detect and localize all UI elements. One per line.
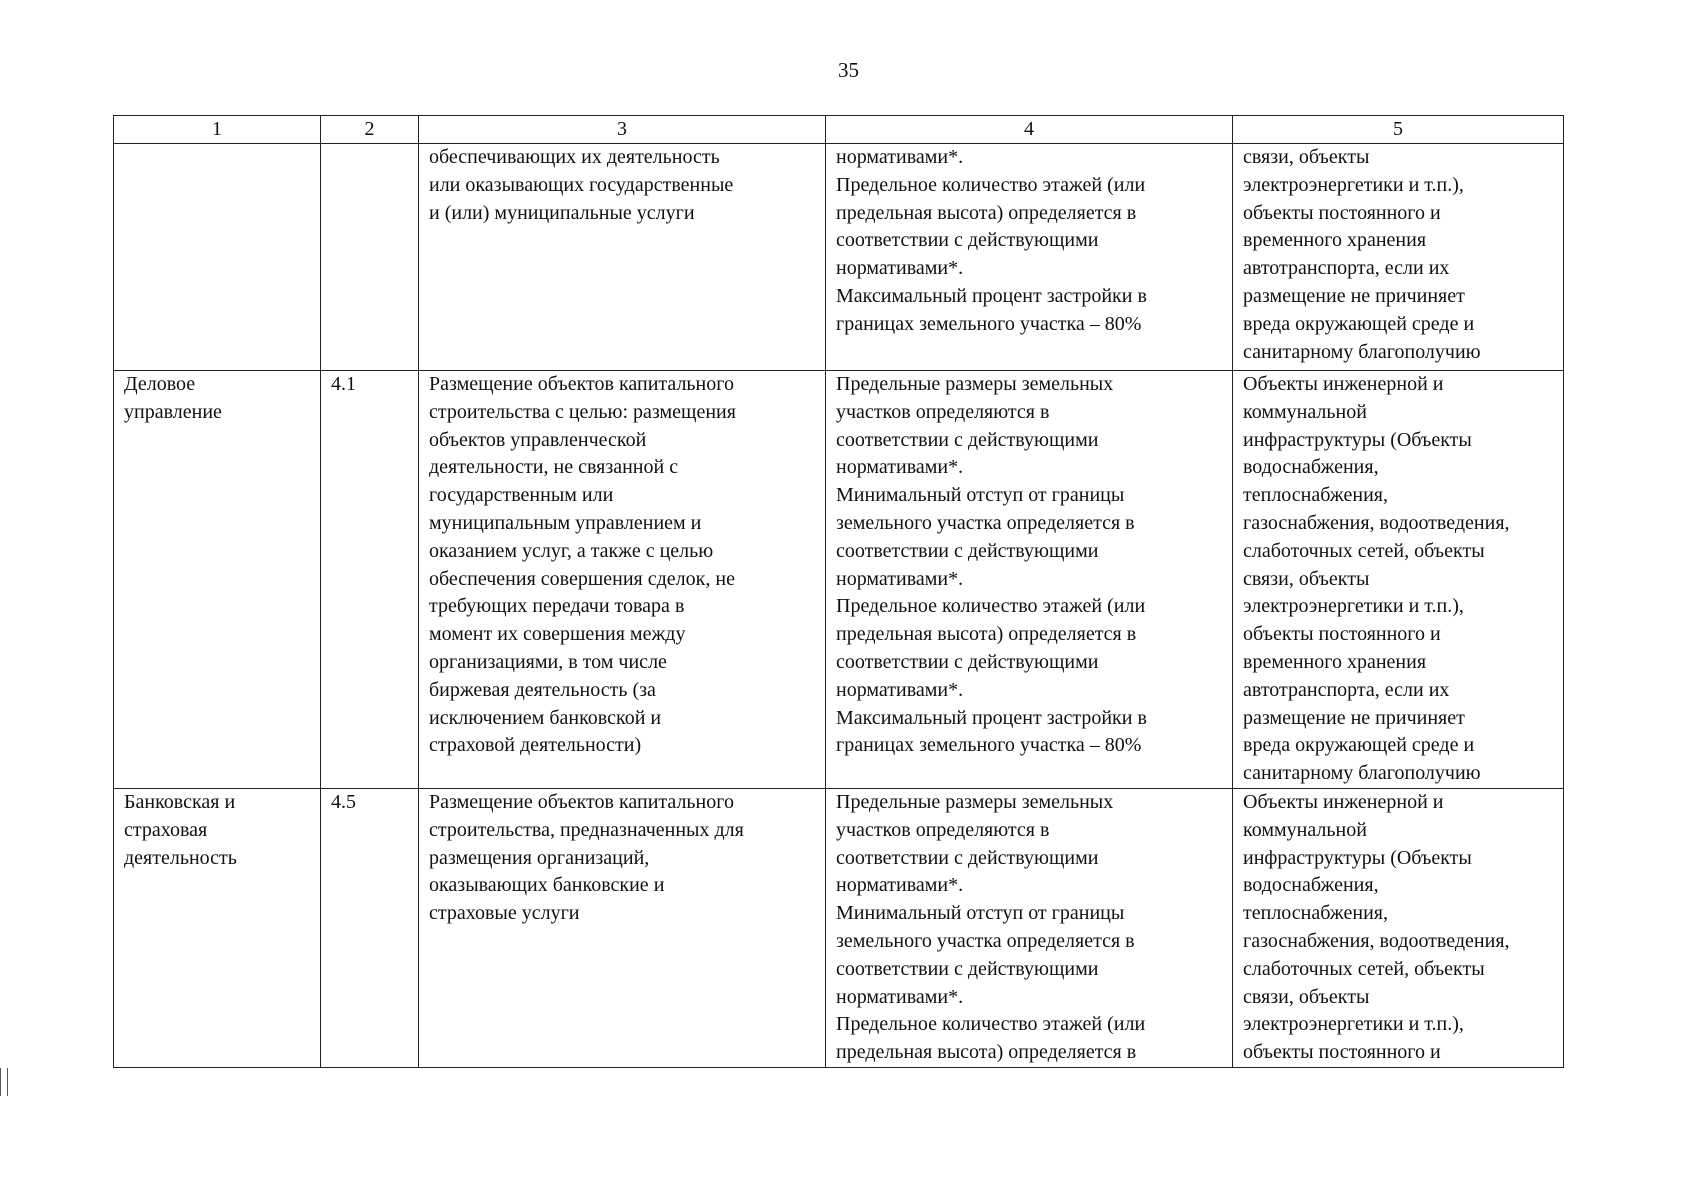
table-row <box>114 144 1564 371</box>
table-row <box>114 788 1564 1067</box>
use-type-auxiliary: Объекты инженерной и коммунальной инфраструктуры (Объекты водоснабжения, теплоснабжения, газоснабжения, водоотведения, слаботочных сетей, объекты связи, объекты электроэнергетики и т.п.), объекты постоянного и <box>1233 788 1564 1067</box>
use-type-auxiliary: Объекты инженерной и коммунальной инфраструктуры (Объекты водоснабжения, теплоснабжения, газоснабжения, водоотведения, слаботочных сетей, объекты связи, объекты электроэнергетики и т.п.), объекты постоянного и временного хранения автотранспорта, если их размещение не причиняет вреда окружающей среде и санитарному благополучию <box>1233 371 1564 789</box>
use-type-code: 4.1 <box>321 371 419 789</box>
use-type-name: Деловое управление <box>114 371 321 789</box>
use-type-name: Банковская и страховая деятельность <box>114 788 321 1067</box>
binding-margin-mark <box>0 1068 8 1096</box>
use-type-description: обеспечивающих их деятельность или оказывающих государственные и (или) муниципальные услуги <box>419 144 826 371</box>
use-type-name <box>114 144 321 371</box>
land-use-table <box>113 115 1564 1068</box>
header-col-3: 3 <box>419 116 826 144</box>
use-type-parameters: Предельные размеры земельных участков определяются в соответствии с действующими нормативами*. Минимальный отступ от границы земельного участка определяется в соответствии с действующими нормативами*. Предельное количество этажей (или предельная высота) определяется в соответствии с действующими нормативами*. Максимальный процент застройки в границах земельного участка – 80% <box>826 371 1233 789</box>
header-col-2: 2 <box>321 116 419 144</box>
use-type-parameters: нормативами*. Предельное количество этажей (или предельная высота) определяется в соответствии с действующими нормативами*. Максимальный процент застройки в границах земельного участка – 80% <box>826 144 1233 371</box>
table-header-row <box>114 116 1564 144</box>
use-type-description: Размещение объектов капитального строительства, предназначенных для размещения организаций, оказывающих банковские и страховые услуги <box>419 788 826 1067</box>
use-type-parameters: Предельные размеры земельных участков определяются в соответствии с действующими нормативами*. Минимальный отступ от границы земельного участка определяется в соответствии с действующими нормативами*. Предельное количество этажей (или предельная высота) определяется в <box>826 788 1233 1067</box>
header-col-5: 5 <box>1233 116 1564 144</box>
use-type-code <box>321 144 419 371</box>
page-number: 35 <box>838 58 859 82</box>
use-type-auxiliary: связи, объекты электроэнергетики и т.п.), объекты постоянного и временного хранения автотранспорта, если их размещение не причиняет вреда окружающей среде и санитарному благополучию <box>1233 144 1564 371</box>
use-type-code: 4.5 <box>321 788 419 1067</box>
header-col-1: 1 <box>114 116 321 144</box>
table-row <box>114 371 1564 789</box>
use-type-description: Размещение объектов капитального строительства с целью: размещения объектов управленческой деятельности, не связанной с государственным или муниципальным управлением и оказанием услуг, а также с целью обеспечения совершения сделок, не требующих передачи товара в момент их совершения между организациями, в том числе биржевая деятельность (за исключением банковской и страховой деятельности) <box>419 371 826 789</box>
header-col-4: 4 <box>826 116 1233 144</box>
